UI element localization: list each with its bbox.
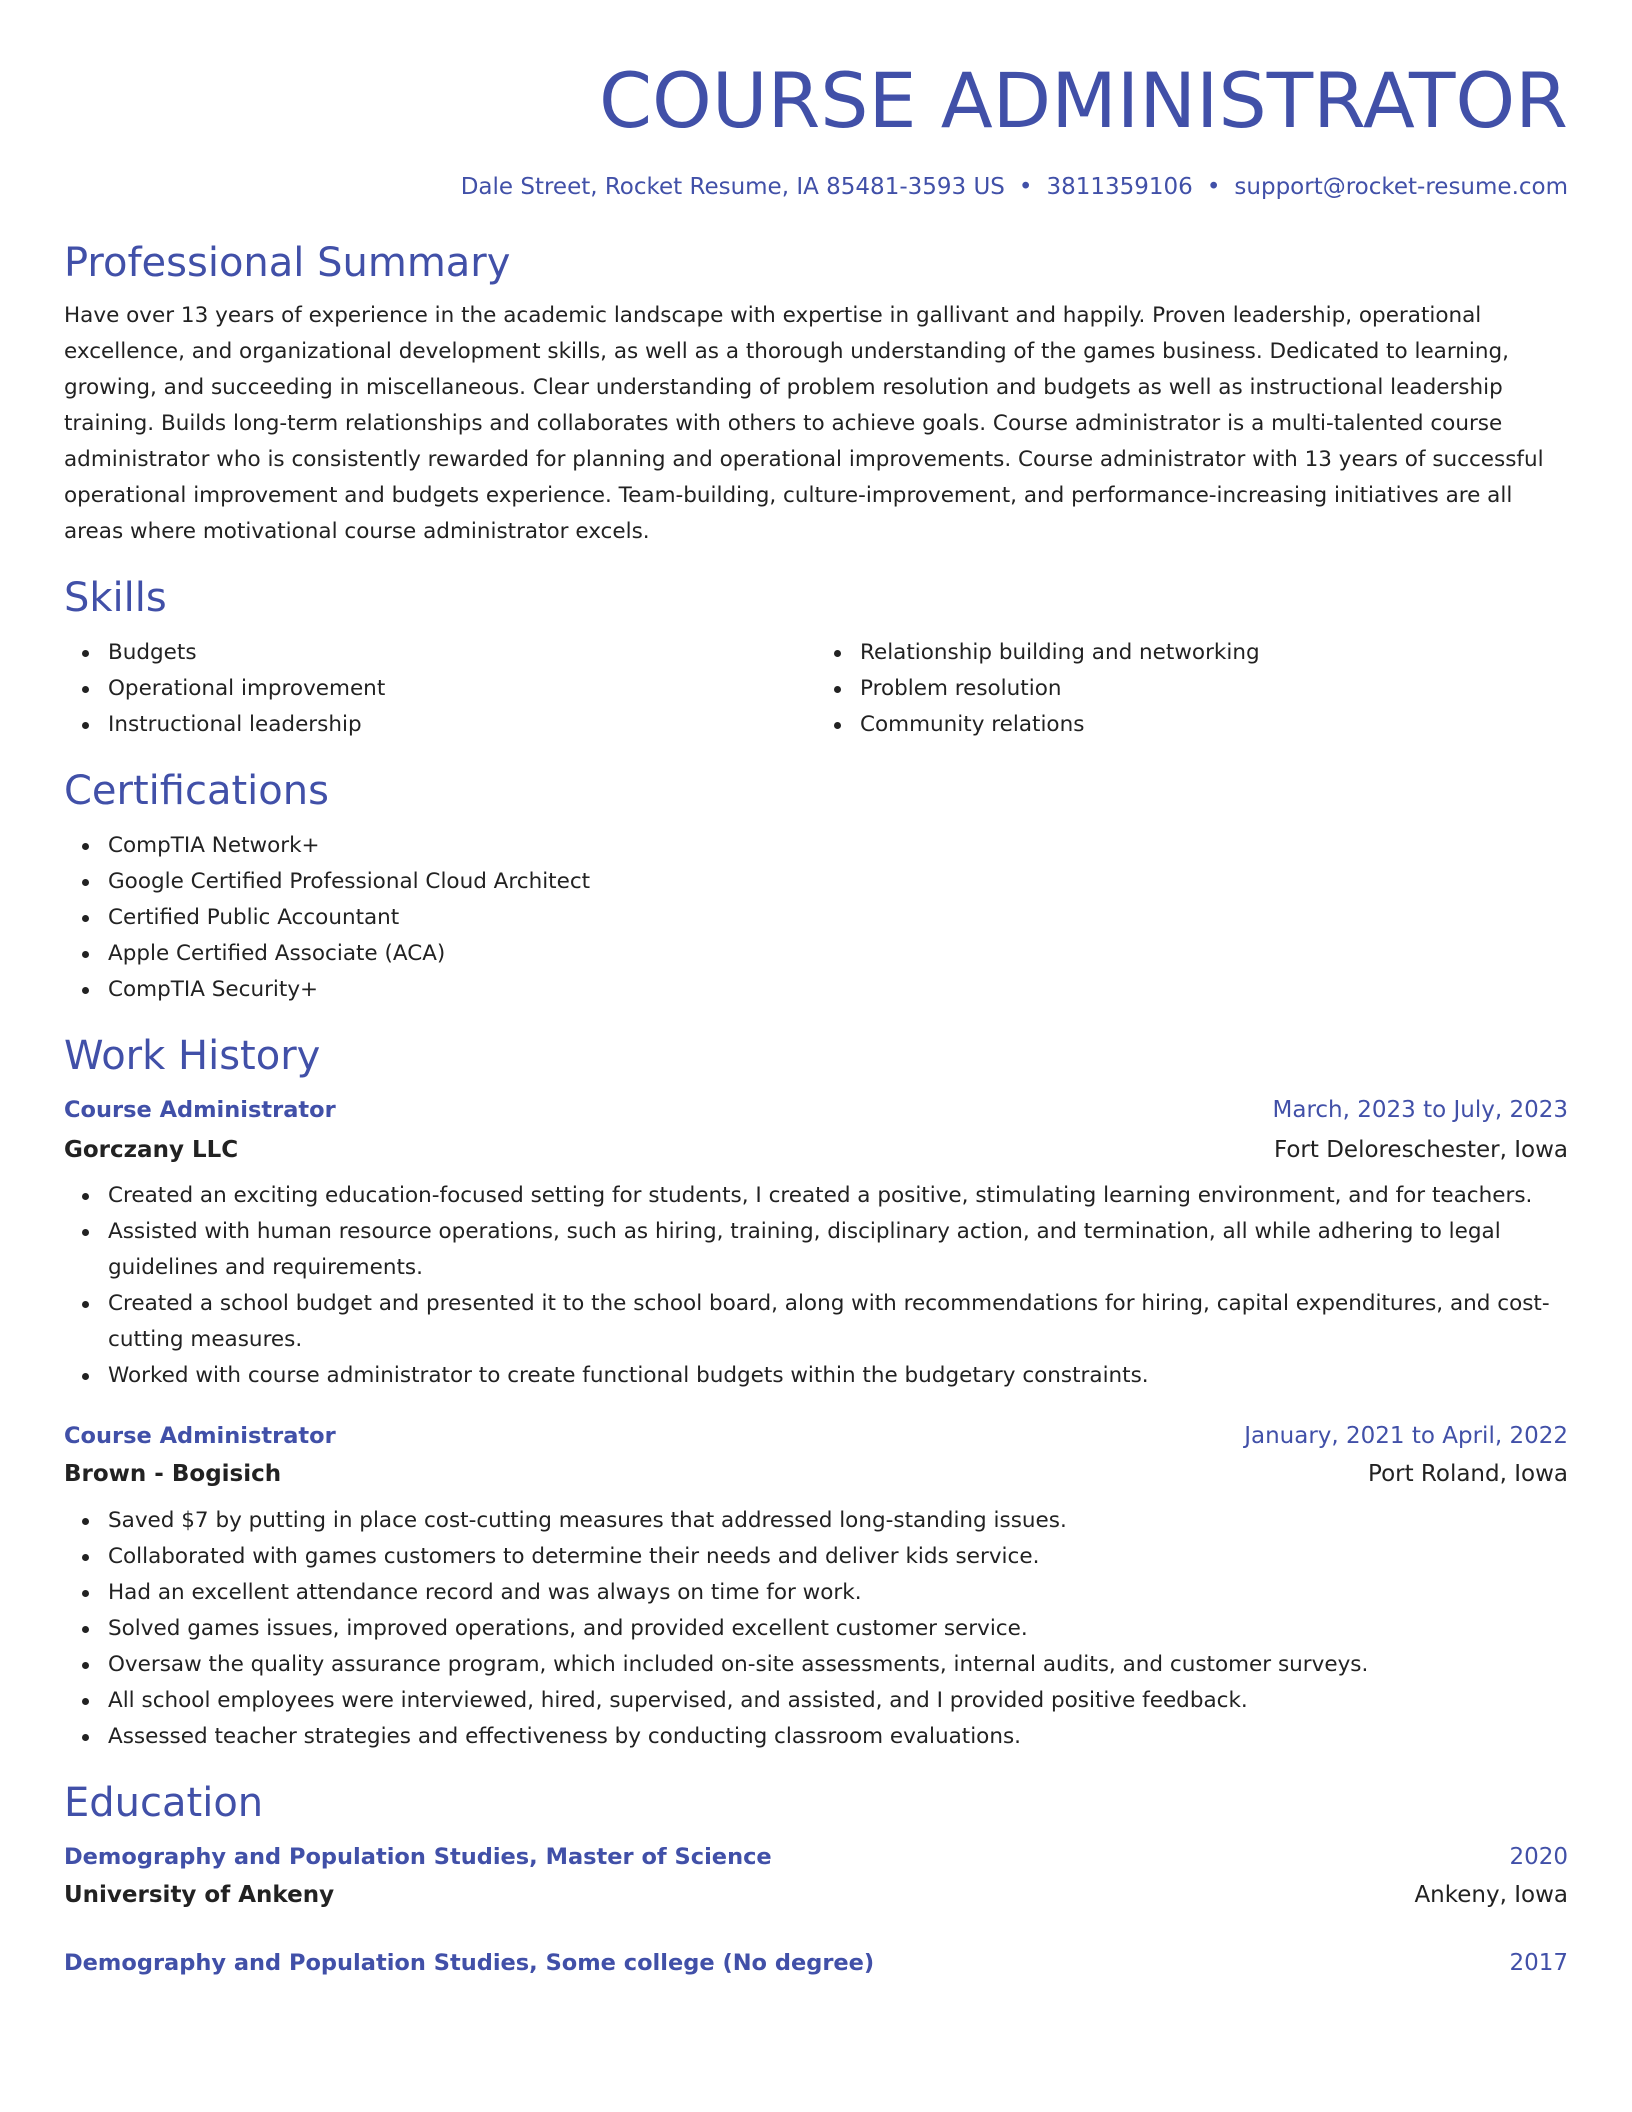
job-location: Port Roland, Iowa [1368,1461,1568,1487]
job-title: Course Administrator [64,1097,336,1123]
job-dates: January, 2021 to April, 2022 [1244,1423,1568,1449]
job-header [64,1094,1568,1126]
education-entry [64,1947,1568,1979]
education-subheader [64,1879,1568,1911]
education-year: 2017 [1509,1950,1568,1976]
job-company: Gorczany LLC [64,1137,239,1163]
skills-list-left [64,635,816,743]
job-bullets [64,1503,1568,1755]
contact-phone: 3811359106 [1046,174,1193,200]
job-entry [64,1420,1568,1755]
education-location: Ankeny, Iowa [1414,1882,1568,1908]
section-title-skills: Skills [64,575,167,621]
education-year: 2020 [1509,1844,1568,1870]
section-title-work-history: Work History [64,1033,321,1079]
skill-item: Relationship building and networking [860,635,1568,671]
contact-email[interactable]: support@rocket-resume.com [1234,174,1568,200]
contact-line [64,172,1568,202]
job-bullet: Solved games issues, improved operations, and provided excellent customer service. [108,1611,1568,1647]
certification-item: Certified Public Accountant [108,900,1568,936]
education-entry [64,1841,1568,1911]
job-bullet: Saved $7 by putting in place cost-cutting measures that addressed long-standing issues. [108,1503,1568,1539]
job-bullet: Had an excellent attendance record and was always on time for work. [108,1575,1568,1611]
certifications-list [64,828,1568,1008]
contact-separator: • [1206,174,1221,200]
education-header [64,1841,1568,1873]
skills-list-right [816,635,1568,743]
job-bullet: Oversaw the quality assurance program, which included on-site assessments, internal audits, and customer surveys. [108,1647,1568,1683]
section-title-education: Education [64,1780,264,1826]
section-title-summary: Professional Summary [64,240,511,286]
contact-separator: • [1018,174,1033,200]
certification-item: CompTIA Network+ [108,828,1568,864]
skill-item: Community relations [860,707,1568,743]
education-degree: Demography and Population Studies, Some college (No degree) [64,1950,875,1976]
section-title-certifications: Certifications [64,768,329,814]
skill-item: Instructional leadership [108,707,816,743]
skill-item: Problem resolution [860,671,1568,707]
resume-page [64,0,1568,1979]
certification-item: Apple Certified Associate (ACA) [108,936,1568,972]
skills-columns [64,635,1568,743]
job-bullet: All school employees were interviewed, hired, supervised, and assisted, and I provided positive feedback. [108,1683,1568,1719]
education-header [64,1947,1568,1979]
job-bullet: Created a school budget and presented it to the school board, along with recommendations for hiring, capital expenditures, and cost-cutting measures. [108,1286,1568,1358]
job-company: Brown - Bogisich [64,1461,282,1487]
job-bullets [64,1178,1568,1394]
job-bullet: Assisted with human resource operations, such as hiring, training, disciplinary action, and termination, all while adhering to legal guidelines and requirements. [108,1214,1568,1286]
job-subheader [64,1458,1568,1490]
contact-address: Dale Street, Rocket Resume, IA 85481-3593 US [460,174,1005,200]
job-bullet: Created an exciting education-focused setting for students, I created a positive, stimulating learning environment, and for teachers. [108,1178,1568,1214]
job-entry [64,1094,1568,1394]
job-subheader [64,1134,1568,1166]
skill-item: Operational improvement [108,671,816,707]
job-bullet: Assessed teacher strategies and effectiveness by conducting classroom evaluations. [108,1719,1568,1755]
job-location: Fort Deloreschester, Iowa [1273,1137,1568,1163]
skill-item: Budgets [108,635,816,671]
education-degree: Demography and Population Studies, Master of Science [64,1844,772,1870]
job-bullet: Collaborated with games customers to determine their needs and deliver kids service. [108,1539,1568,1575]
job-dates: March, 2023 to July, 2023 [1272,1097,1568,1123]
resume-name: COURSE ADMINISTRATOR [598,56,1568,145]
job-bullet: Worked with course administrator to create functional budgets within the budgetary constraints. [108,1358,1568,1394]
certification-item: Google Certified Professional Cloud Architect [108,864,1568,900]
certification-item: CompTIA Security+ [108,972,1568,1008]
job-title: Course Administrator [64,1423,336,1449]
summary-text: Have over 13 years of experience in the academic landscape with expertise in gallivant and happily. Proven leadership, operational excellence, and organizational development skills, as well as a thorough understanding of the games business. Dedicated to learning, growing, and succeeding in miscellaneous. Clear understanding of problem resolution and budgets as well as instructional leadership training. Builds long-term relationships and collaborates with others to achieve goals. Course administrator is a multi-talented course administrator who is consistently rewarded for planning and operational improvements. Course administrator with 13 years of successful operational improvement and budgets experience. Team-building, culture-improvement, and performance-increasing initiatives are all areas where motivational course administrator excels. [64,303,1544,544]
job-header [64,1420,1568,1452]
education-school: University of Ankeny [64,1882,335,1908]
